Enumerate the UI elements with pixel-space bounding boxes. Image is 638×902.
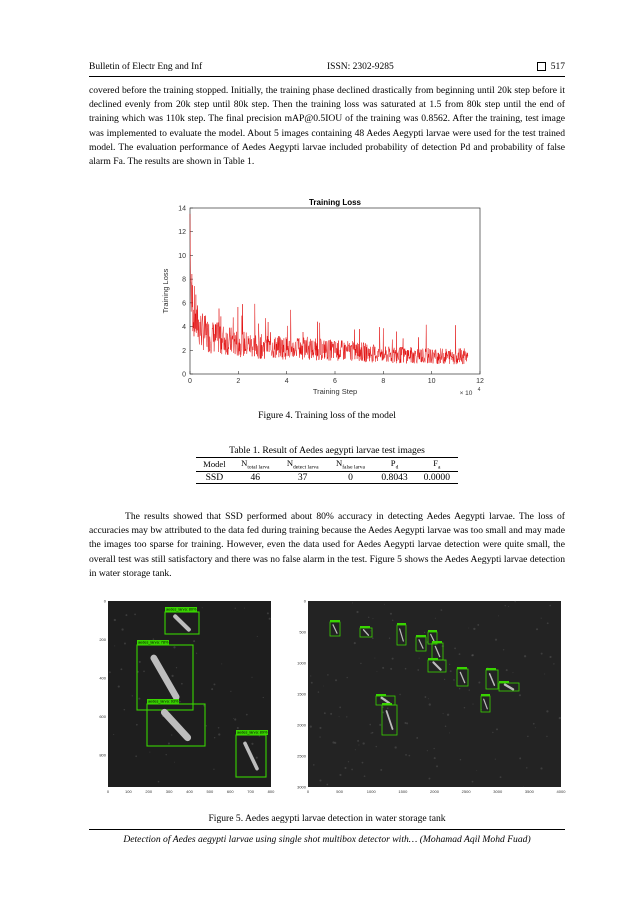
image-speck	[472, 781, 474, 783]
image-speck	[409, 755, 411, 757]
y-tick-label: 1000	[297, 660, 306, 666]
image-speck	[496, 728, 498, 730]
label-background	[376, 694, 386, 696]
image-speck	[377, 671, 378, 672]
image-speck	[425, 696, 427, 698]
image-speck	[323, 686, 324, 687]
image-speck	[166, 754, 167, 755]
image-speck	[536, 628, 538, 630]
paragraph-1: covered before the training stopped. Initially, the training phase declined drastically from beginning until 20k step before it declined evenly from 20k step until 80k step. Then the training loss was saturated at 1.5 from 80k step until the end of training which was 110k step. The final precision mAP@0.5IOU of the training was 0.8562. After the training, test image was implemented to evaluate the model. About 5 images containing 48 Aedes Aegypti larvae were used for the test trained model. The evaluation performance of Aedes Aegypti larvae included probability of detection Pd and probability of false alarm Fa. The results are shown in Table 1.	[89, 85, 565, 168]
y-tick-label: 14	[178, 205, 186, 213]
image-speck	[419, 658, 420, 659]
image-speck	[541, 653, 543, 655]
y-tick-label: 0	[303, 598, 306, 604]
y-tick-label: 6	[182, 300, 186, 308]
image-speck	[515, 601, 516, 602]
image-speck	[395, 746, 397, 748]
image-speck	[256, 757, 258, 759]
image-speck	[450, 670, 452, 672]
header-rule	[89, 76, 565, 77]
label-background	[486, 668, 496, 670]
image-speck	[468, 628, 469, 629]
label-background	[428, 630, 437, 632]
image-speck	[459, 688, 460, 689]
image-speck	[233, 718, 234, 719]
image-speck	[369, 724, 371, 726]
y-tick-label: 500	[299, 629, 306, 635]
image-speck	[168, 743, 170, 745]
image-speck	[171, 675, 173, 677]
x-tick-label: 4000	[556, 789, 566, 794]
image-speck	[196, 653, 197, 654]
image-speck	[363, 742, 365, 744]
page-number: 517	[550, 62, 565, 72]
image-speck	[390, 613, 392, 615]
detection-image-right	[297, 592, 566, 800]
image-speck	[416, 737, 418, 739]
image-speck	[404, 722, 406, 724]
image-speck	[549, 605, 551, 607]
x-tick-label: 1000	[366, 789, 376, 794]
page-header	[89, 60, 565, 74]
x-tick-label: 300	[165, 789, 173, 794]
image-speck	[134, 614, 136, 616]
x-tick-label: 0	[106, 789, 110, 794]
x-tick-label: 3000	[493, 789, 503, 794]
image-speck	[519, 757, 521, 759]
image-speck	[503, 649, 504, 650]
image-speck	[354, 642, 356, 644]
detection-left-svg	[89, 592, 275, 800]
image-speck	[176, 667, 177, 668]
image-speck	[406, 722, 408, 724]
cell-fa: 0.0000	[416, 471, 458, 483]
image-speck	[389, 638, 390, 639]
image-speck	[387, 707, 389, 709]
paragraph-2: The results showed that SSD performed about 80% accuracy in detecting Aedes Aegypti larvae. The loss of accuracies may bw attributed to the data fed during training because the Aedes Aegypti larvae was too small and may made the images too sparse for training. However, even the data used for Aedes Aegypti larvae detection were quite small, the overall test was still satisfactory and there was no false alarm in the test. Figure 5 shows the Aedes Aegypti larvae detection in water storage tank.	[89, 511, 565, 579]
image-speck	[193, 640, 195, 642]
image-speck	[173, 646, 175, 648]
image-speck	[464, 707, 465, 708]
label-background	[416, 635, 426, 637]
image-speck	[114, 645, 115, 646]
image-speck	[339, 707, 341, 709]
image-speck	[346, 716, 347, 717]
image-speck	[433, 748, 434, 749]
image-speck	[136, 724, 138, 726]
image-speck	[417, 669, 419, 671]
col-n-false: $N_{false larva}$	[328, 458, 374, 472]
x-tick-label: 6	[333, 378, 337, 385]
x-tick-label: 700	[247, 789, 254, 794]
label-background	[360, 626, 370, 628]
image-speck	[540, 767, 542, 769]
image-speck	[269, 618, 271, 620]
image-speck	[459, 653, 461, 655]
image-speck	[234, 718, 236, 720]
image-speck	[546, 736, 547, 737]
detection-label: aedes_larva: 80%	[166, 607, 197, 612]
x-tick-label: 10	[427, 378, 436, 385]
image-speck	[318, 691, 319, 692]
table-header-row	[196, 458, 458, 472]
image-speck	[351, 769, 353, 771]
image-speck	[428, 778, 430, 780]
image-speck	[478, 681, 480, 683]
image-speck	[436, 765, 438, 767]
image-speck	[469, 689, 470, 690]
image-speck	[424, 632, 425, 633]
image-speck	[179, 701, 181, 703]
image-speck	[324, 712, 326, 714]
image-speck	[125, 614, 127, 616]
issn: ISSN: 2302-9285	[327, 62, 394, 72]
x-tick-label: 200	[145, 789, 153, 794]
detection-label: aedes_larva: 78%	[138, 640, 169, 645]
image-speck	[218, 733, 220, 735]
y-axis-label: Training Loss	[161, 268, 170, 314]
cell-n-detect: 37	[278, 471, 328, 483]
label-background	[382, 703, 392, 705]
detection-image-left	[89, 592, 275, 800]
image-speck	[380, 769, 382, 771]
image-speck	[373, 618, 374, 619]
y-tick-label: 4	[182, 324, 186, 332]
label-background	[428, 658, 438, 660]
y-tick-label: 0	[103, 598, 106, 604]
image-speck	[235, 608, 236, 609]
y-tick-label: 12	[178, 229, 186, 237]
image-speck	[121, 628, 123, 630]
image-speck	[430, 662, 431, 663]
table-1	[196, 445, 458, 484]
image-speck	[347, 677, 348, 678]
y-tick-label: 200	[99, 637, 106, 642]
image-speck	[368, 617, 369, 618]
cell-model: SSD	[196, 471, 233, 483]
image-speck	[405, 668, 407, 670]
image-speck	[372, 637, 374, 639]
figure-4-caption: Figure 4. Training loss of the model	[258, 410, 396, 421]
image-speck	[109, 671, 111, 673]
image-speck	[382, 711, 384, 713]
image-speck	[139, 661, 141, 663]
image-speck	[132, 695, 133, 696]
y-tick-label: 1500	[297, 691, 306, 697]
y-tick-label: 400	[99, 675, 106, 681]
x-tick-label: 2500	[461, 789, 471, 794]
x-tick-label: 0	[188, 378, 192, 385]
image-speck	[218, 727, 220, 729]
image-speck	[434, 757, 436, 759]
col-n-total: $N_{total larva}$	[233, 458, 278, 472]
image-speck	[473, 628, 475, 630]
page-footer: Detection of Aedes aegypti larvae using single shot multibox detector with… (Mohamad Aqil Mohd Fuad)	[123, 834, 531, 845]
image-speck	[444, 679, 445, 680]
x-tick-label: 500	[206, 789, 214, 794]
results-table	[196, 457, 458, 484]
col-n-detect: $N_{detect larva}$	[278, 458, 328, 472]
image-speck	[158, 781, 160, 783]
image-speck	[153, 638, 155, 640]
cell-n-total: 46	[233, 471, 278, 483]
image-speck	[335, 679, 337, 681]
x-axis-label: Training Step	[312, 387, 358, 396]
x-tick-label: 400	[186, 789, 193, 794]
label-background	[457, 667, 467, 669]
image-speck	[138, 698, 140, 700]
image-speck	[246, 714, 248, 716]
image-speck	[441, 609, 443, 611]
x-tick-label: 100	[125, 789, 132, 794]
image-speck	[405, 754, 407, 756]
image-speck	[392, 620, 393, 621]
image-speck	[124, 642, 126, 644]
image-speck	[495, 759, 496, 760]
image-speck	[211, 688, 213, 690]
x-exponent-label: × 10	[459, 390, 473, 397]
detection-right-svg	[297, 592, 566, 800]
image-speck	[427, 750, 428, 751]
image-speck	[143, 671, 145, 673]
image-speck	[371, 732, 372, 733]
image-speck	[505, 605, 506, 606]
image-speck	[206, 725, 207, 726]
y-tick-label: 2500	[297, 753, 306, 759]
x-tick-label: 2000	[430, 789, 439, 794]
image-speck	[339, 774, 341, 776]
table-1-caption: Table 1. Result of Aedes aegypti larvae test images	[229, 445, 425, 456]
chart-title: Training Loss	[308, 198, 362, 207]
x-tick-label: 4	[284, 378, 289, 385]
label-background	[397, 623, 406, 625]
x-tick-label: 0	[306, 789, 310, 794]
image-speck	[428, 698, 429, 699]
table-row	[196, 471, 458, 483]
x-tick-label: 800	[267, 789, 275, 794]
image-speck	[311, 682, 313, 684]
image-speck	[214, 737, 215, 738]
image-speck	[237, 727, 239, 729]
image-speck	[358, 745, 359, 746]
image-speck	[120, 668, 122, 670]
image-speck	[339, 716, 340, 717]
x-tick-label: 12	[476, 378, 484, 385]
image-speck	[453, 679, 455, 681]
image-speck	[319, 736, 320, 737]
x-tick-label: 1500	[398, 789, 408, 794]
image-speck	[202, 607, 203, 608]
x-tick-label: 2	[236, 378, 241, 385]
image-speck	[221, 663, 222, 664]
image-speck	[376, 746, 377, 747]
image-speck	[476, 770, 477, 771]
image-speck	[523, 786, 524, 787]
image-speck	[230, 691, 231, 692]
image-speck	[553, 663, 554, 664]
label-background	[330, 620, 340, 622]
image-speck	[319, 779, 321, 781]
image-speck	[352, 602, 353, 603]
image-speck	[549, 656, 551, 658]
y-tick-label: 800	[99, 752, 106, 758]
x-tick-label: 8	[381, 378, 386, 385]
image-speck	[355, 749, 356, 750]
x-tick-label: 500	[336, 789, 343, 794]
y-tick-label: 8	[182, 276, 186, 284]
detection-label: aedes_larva: 93%	[148, 699, 179, 704]
label-background	[481, 694, 490, 696]
image-speck	[370, 630, 371, 631]
image-speck	[429, 703, 431, 705]
image-speck	[547, 622, 549, 624]
image-speck	[506, 669, 508, 671]
image-speck	[372, 732, 374, 734]
image-speck	[267, 612, 269, 614]
journal-name: Bulletin of Electr Eng and Inf	[89, 62, 203, 72]
image-speck	[447, 714, 449, 716]
col-model: Model	[196, 458, 233, 472]
footer-rule	[89, 829, 565, 830]
cell-pd: 0.8043	[373, 471, 415, 483]
image-speck	[135, 755, 137, 757]
image-speck	[360, 663, 361, 664]
image-speck	[460, 759, 461, 760]
col-fa: $F_a$	[416, 458, 458, 472]
image-speck	[113, 734, 114, 735]
image-speck	[326, 784, 328, 786]
image-speck	[526, 767, 527, 768]
x-tick-label: 600	[226, 789, 234, 794]
image-speck	[364, 775, 366, 777]
image-speck	[362, 762, 364, 764]
image-speck	[382, 667, 384, 669]
image-speck	[559, 717, 561, 719]
image-speck	[477, 624, 479, 626]
training-loss-chart	[158, 194, 494, 404]
image-speck	[544, 674, 545, 675]
image-speck	[535, 727, 536, 728]
image-speck	[546, 710, 548, 712]
image-speck	[263, 697, 264, 698]
image-speck	[313, 764, 315, 766]
y-tick-label: 0	[182, 371, 186, 379]
col-pd: $P_d$	[373, 458, 415, 472]
image-speck	[330, 713, 332, 715]
image-speck	[449, 732, 450, 733]
image-speck	[495, 639, 497, 641]
label-background	[432, 641, 442, 643]
image-speck	[512, 672, 513, 673]
image-speck	[251, 743, 253, 745]
image-speck	[257, 636, 258, 637]
image-speck	[390, 668, 392, 670]
y-tick-label: 600	[99, 714, 106, 719]
image-speck	[508, 606, 509, 607]
image-speck	[524, 655, 526, 657]
cell-n-false: 0	[328, 471, 374, 483]
image-speck	[449, 664, 450, 665]
image-speck	[124, 709, 126, 711]
image-speck	[327, 674, 329, 676]
image-speck	[149, 752, 150, 753]
image-speck	[356, 611, 358, 613]
label-background	[499, 681, 509, 683]
detection-label: aedes_larva: 89%	[237, 730, 268, 735]
image-speck	[454, 648, 456, 650]
image-speck	[384, 604, 385, 605]
image-speck	[244, 608, 245, 609]
image-speck	[181, 683, 183, 685]
image-speck	[435, 618, 436, 619]
image-speck	[171, 734, 172, 735]
image-speck	[374, 658, 375, 659]
image-speck	[251, 677, 252, 678]
image-speck	[533, 723, 535, 725]
figure-5-caption: Figure 5. Aedes aegypti larvae detection in water storage tank	[208, 813, 446, 824]
x-tick-label: 3500	[524, 789, 534, 794]
image-speck	[379, 724, 381, 726]
image-speck	[498, 615, 499, 616]
image-speck	[114, 619, 116, 621]
y-tick-label: 2	[182, 347, 186, 355]
image-speck	[527, 736, 529, 738]
image-speck	[174, 762, 175, 763]
image-speck	[344, 767, 346, 769]
y-tick-label: 2000	[297, 722, 306, 728]
image-speck	[348, 761, 349, 762]
image-speck	[319, 727, 321, 729]
image-speck	[472, 704, 473, 705]
image-speck	[443, 713, 444, 714]
image-speck	[519, 694, 521, 696]
image-speck	[392, 658, 394, 660]
image-speck	[471, 654, 473, 656]
image-speck	[213, 683, 215, 685]
checkbox-square-icon	[537, 62, 546, 71]
image-speck	[310, 675, 311, 676]
image-speck	[332, 741, 334, 743]
image-speck	[399, 694, 400, 695]
training-loss-svg	[158, 194, 494, 404]
image-speck	[118, 686, 120, 688]
image-speck	[445, 725, 447, 727]
x-exponent-power: 4	[477, 387, 481, 393]
y-tick-label: 3000	[297, 784, 306, 790]
image-speck	[357, 740, 359, 742]
image-speck	[500, 776, 502, 778]
y-tick-label: 10	[178, 252, 186, 260]
image-speck	[541, 618, 542, 619]
image-speck	[492, 732, 493, 733]
image-speck	[310, 726, 312, 728]
image-speck	[213, 769, 214, 770]
